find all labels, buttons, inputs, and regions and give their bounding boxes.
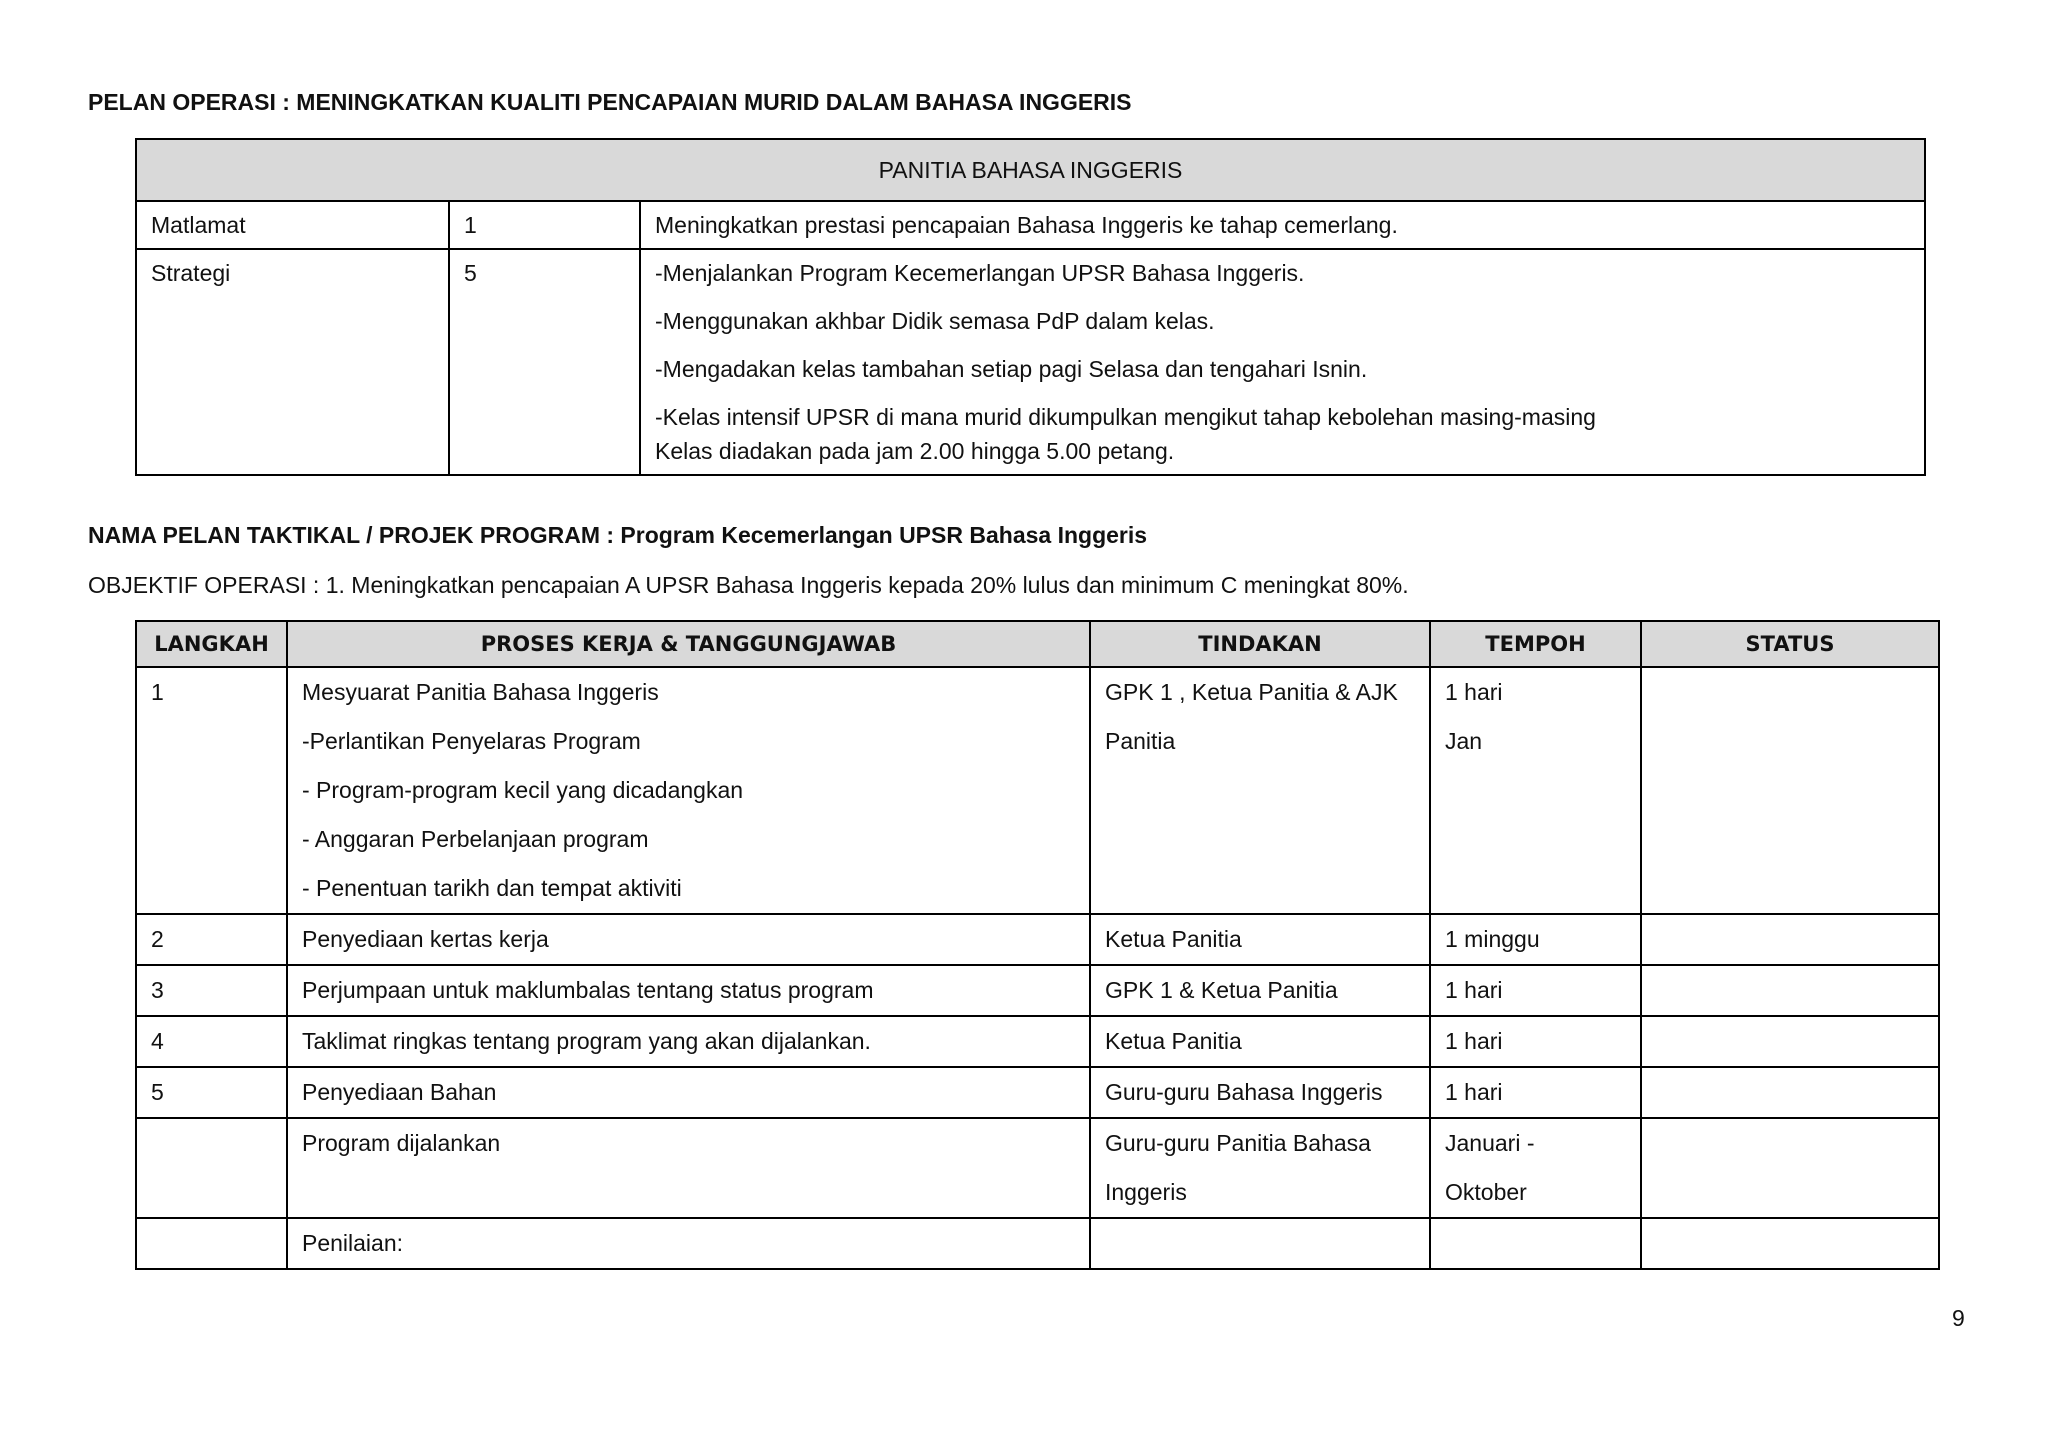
header-langkah: LANGKAH xyxy=(136,621,287,667)
step-action xyxy=(1090,1016,1430,1067)
step-process xyxy=(287,1016,1090,1067)
step-process-line: - Program-program kecil yang dicadangkan xyxy=(302,777,744,803)
operational-objective: OBJEKTIF OPERASI : 1. Meningkatkan pencapaian A UPSR Bahasa Inggeris kepada 20% lulus dan minimum C meningkat 80%. xyxy=(88,572,1409,598)
step-action xyxy=(1090,1067,1430,1118)
step-process-line: -Perlantikan Penyelaras Program xyxy=(302,728,641,754)
step-action-line: Ketua Panitia xyxy=(1105,926,1242,952)
step-duration-line: 1 hari xyxy=(1445,1079,1503,1105)
step-duration xyxy=(1430,914,1641,965)
steps-header-row xyxy=(136,621,1939,667)
step-process-line: Penyediaan Bahan xyxy=(302,1079,497,1105)
committee-title: PANITIA BAHASA INGGERIS xyxy=(136,139,1925,201)
step-process xyxy=(287,965,1090,1016)
step-number: 1 xyxy=(136,667,287,914)
table-row xyxy=(136,1218,1939,1269)
strategi-item: -Menggunakan akhbar Didik semasa PdP dalam kelas. xyxy=(655,308,1215,334)
step-action-line: Ketua Panitia xyxy=(1105,1028,1242,1054)
table-row xyxy=(136,1016,1939,1067)
step-status xyxy=(1641,914,1939,965)
strategi-item: -Menjalankan Program Kecemerlangan UPSR Bahasa Inggeris. xyxy=(655,260,1305,286)
matlamat-number: 1 xyxy=(449,201,640,249)
strategi-item: -Mengadakan kelas tambahan setiap pagi Selasa dan tengahari Isnin. xyxy=(655,356,1368,382)
step-status xyxy=(1641,1067,1939,1118)
step-duration-line: 1 minggu xyxy=(1445,926,1540,952)
step-action-line: Inggeris xyxy=(1105,1179,1187,1205)
step-process-line: Penyediaan kertas kerja xyxy=(302,926,549,952)
step-action-line: GPK 1 & Ketua Panitia xyxy=(1105,977,1338,1003)
step-action-line: GPK 1 , Ketua Panitia & AJK xyxy=(1105,679,1398,705)
step-number: 2 xyxy=(136,914,287,965)
step-action xyxy=(1090,1118,1430,1218)
strategi-label: Strategi xyxy=(136,249,449,475)
table-row xyxy=(136,914,1939,965)
step-process-line: Perjumpaan untuk maklumbalas tentang status program xyxy=(302,977,874,1003)
step-process xyxy=(287,1118,1090,1218)
step-duration-line: Oktober xyxy=(1445,1179,1527,1205)
step-action xyxy=(1090,667,1430,914)
step-number xyxy=(136,1118,287,1218)
steps-body xyxy=(136,667,1939,1269)
step-action xyxy=(1090,1218,1430,1269)
step-status xyxy=(1641,667,1939,914)
header-proses: PROSES KERJA & TANGGUNGJAWAB xyxy=(287,621,1090,667)
step-process-line: - Penentuan tarikh dan tempat aktiviti xyxy=(302,875,682,901)
table-row xyxy=(136,965,1939,1016)
goals-title-row xyxy=(136,139,1925,201)
strategi-item: -Kelas intensif UPSR di mana murid dikumpulkan mengikut tahap kebolehan masing-masing xyxy=(655,404,1596,430)
step-process xyxy=(287,1067,1090,1118)
plan-heading: PELAN OPERASI : MENINGKATKAN KUALITI PENCAPAIAN MURID DALAM BAHASA INGGERIS xyxy=(88,89,1132,115)
step-duration-line: Januari - xyxy=(1445,1130,1535,1156)
step-action-line: Panitia xyxy=(1105,728,1176,754)
step-action-line: Guru-guru Panitia Bahasa xyxy=(1105,1130,1371,1156)
step-process-line: - Anggaran Perbelanjaan program xyxy=(302,826,649,852)
header-tempoh: TEMPOH xyxy=(1430,621,1641,667)
step-process-line: Program dijalankan xyxy=(302,1130,501,1156)
step-status xyxy=(1641,965,1939,1016)
strategi-list xyxy=(640,249,1925,475)
step-status xyxy=(1641,1118,1939,1218)
step-status xyxy=(1641,1218,1939,1269)
goals-table xyxy=(135,138,1926,476)
step-process-line: Penilaian: xyxy=(302,1230,404,1256)
matlamat-label: Matlamat xyxy=(136,201,449,249)
table-row xyxy=(136,1118,1939,1218)
step-duration xyxy=(1430,667,1641,914)
step-duration-line: 1 hari xyxy=(1445,1028,1503,1054)
step-duration xyxy=(1430,1118,1641,1218)
step-number: 3 xyxy=(136,965,287,1016)
step-action xyxy=(1090,914,1430,965)
step-duration-line: 1 hari xyxy=(1445,679,1503,705)
step-duration xyxy=(1430,1218,1641,1269)
step-number: 4 xyxy=(136,1016,287,1067)
step-process xyxy=(287,667,1090,914)
step-duration xyxy=(1430,1016,1641,1067)
step-process-line: Taklimat ringkas tentang program yang akan dijalankan. xyxy=(302,1028,871,1054)
header-status: STATUS xyxy=(1641,621,1939,667)
strategi-number: 5 xyxy=(449,249,640,475)
step-duration xyxy=(1430,1067,1641,1118)
matlamat-row xyxy=(136,201,1925,249)
matlamat-text: Meningkatkan prestasi pencapaian Bahasa Inggeris ke tahap cemerlang. xyxy=(640,201,1925,249)
step-duration xyxy=(1430,965,1641,1016)
header-tindakan: TINDAKAN xyxy=(1090,621,1430,667)
step-process xyxy=(287,1218,1090,1269)
step-process xyxy=(287,914,1090,965)
table-row xyxy=(136,1067,1939,1118)
table-row xyxy=(136,667,1939,914)
strategi-row xyxy=(136,249,1925,475)
step-duration-line: 1 hari xyxy=(1445,977,1503,1003)
steps-table xyxy=(135,620,1940,1270)
step-number xyxy=(136,1218,287,1269)
step-number: 5 xyxy=(136,1067,287,1118)
step-duration-line: Jan xyxy=(1445,728,1483,754)
step-action xyxy=(1090,965,1430,1016)
page-number: 9 xyxy=(1952,1305,1965,1331)
step-status xyxy=(1641,1016,1939,1067)
step-process-line: Mesyuarat Panitia Bahasa Inggeris xyxy=(302,679,659,705)
tactical-plan-heading: NAMA PELAN TAKTIKAL / PROJEK PROGRAM : Program Kecemerlangan UPSR Bahasa Inggeris xyxy=(88,522,1148,548)
step-action-line: Guru-guru Bahasa Inggeris xyxy=(1105,1079,1383,1105)
strategi-item: Kelas diadakan pada jam 2.00 hingga 5.00 petang. xyxy=(655,438,1175,464)
